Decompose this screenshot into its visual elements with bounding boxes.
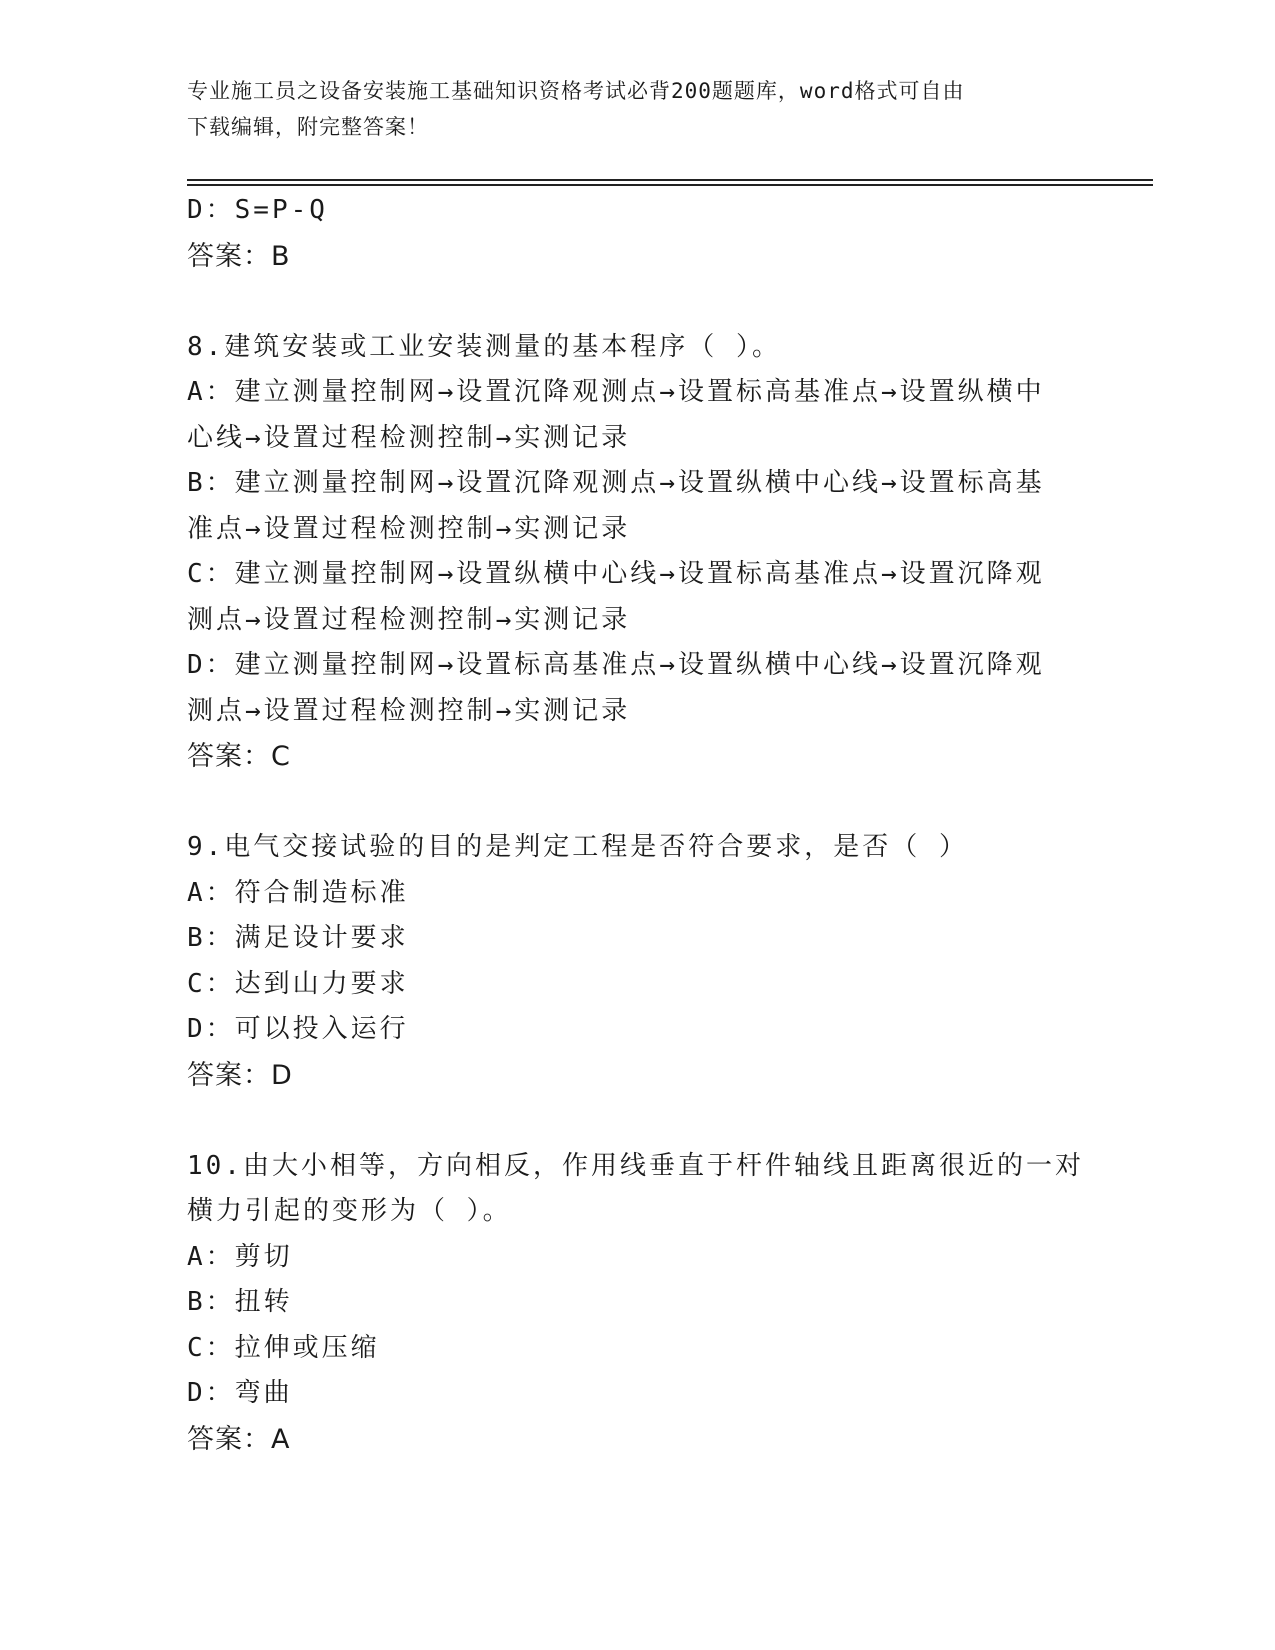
- option-b-continued: 准点→设置过程检测控制→实测记录: [187, 513, 631, 544]
- option-a: A：符合制造标准: [187, 877, 409, 908]
- header-line-1: 专业施工员之设备安装施工基础知识资格考试必背200题题库，word格式可自由: [187, 79, 965, 103]
- option-a-continued: 心线→设置过程检测控制→实测记录: [187, 422, 631, 453]
- answer: 答案：A: [187, 1423, 291, 1455]
- question-text: 9.电气交接试验的目的是判定工程是否符合要求，是否（ ）: [187, 832, 968, 862]
- header-line-2: 下载编辑，附完整答案！: [187, 115, 429, 139]
- spacer: [187, 279, 1082, 325]
- option-c: C：拉伸或压缩: [187, 1332, 380, 1363]
- question-10: [187, 1144, 1082, 1463]
- question-text-continued: 横力引起的变形为（ ）。: [187, 1196, 512, 1226]
- option-c: C：建立测量控制网→设置纵横中心线→设置标高基准点→设置沉降观: [187, 559, 1045, 589]
- option-c: C：达到山力要求: [187, 968, 409, 999]
- answer: 答案：B: [187, 240, 291, 272]
- option-d: D：S=P-Q: [187, 195, 328, 225]
- header-rule-top: [187, 179, 1153, 181]
- spacer: [187, 1098, 1082, 1144]
- header-rule-bottom: [187, 184, 1153, 186]
- option-a: A：剪切: [187, 1241, 293, 1272]
- option-b: B：扭转: [187, 1287, 293, 1317]
- question-text: 8.建筑安装或工业安装测量的基本程序（ ）。: [187, 331, 781, 362]
- page-header: [187, 73, 1067, 145]
- question-8: [187, 325, 1082, 780]
- option-d-continued: 测点→设置过程检测控制→实测记录: [187, 695, 631, 726]
- option-b: B：满足设计要求: [187, 923, 409, 953]
- document-body: [187, 188, 1082, 1462]
- option-b: B：建立测量控制网→设置沉降观测点→设置纵横中心线→设置标高基: [187, 468, 1045, 498]
- question-text: 10.由大小相等，方向相反，作用线垂直于杆件轴线且距离很近的一对: [187, 1150, 1084, 1181]
- answer: 答案：D: [187, 1059, 293, 1091]
- question-7-tail: [187, 188, 1082, 279]
- answer: 答案：C: [187, 741, 291, 772]
- option-d: D：可以投入运行: [187, 1014, 409, 1044]
- option-c-continued: 测点→设置过程检测控制→实测记录: [187, 604, 631, 635]
- option-d: D：建立测量控制网→设置标高基准点→设置纵横中心线→设置沉降观: [187, 650, 1045, 680]
- question-9: [187, 825, 1082, 1098]
- option-a: A：建立测量控制网→设置沉降观测点→设置标高基准点→设置纵横中: [187, 377, 1045, 407]
- option-d: D：弯曲: [187, 1378, 293, 1408]
- spacer: [187, 780, 1082, 826]
